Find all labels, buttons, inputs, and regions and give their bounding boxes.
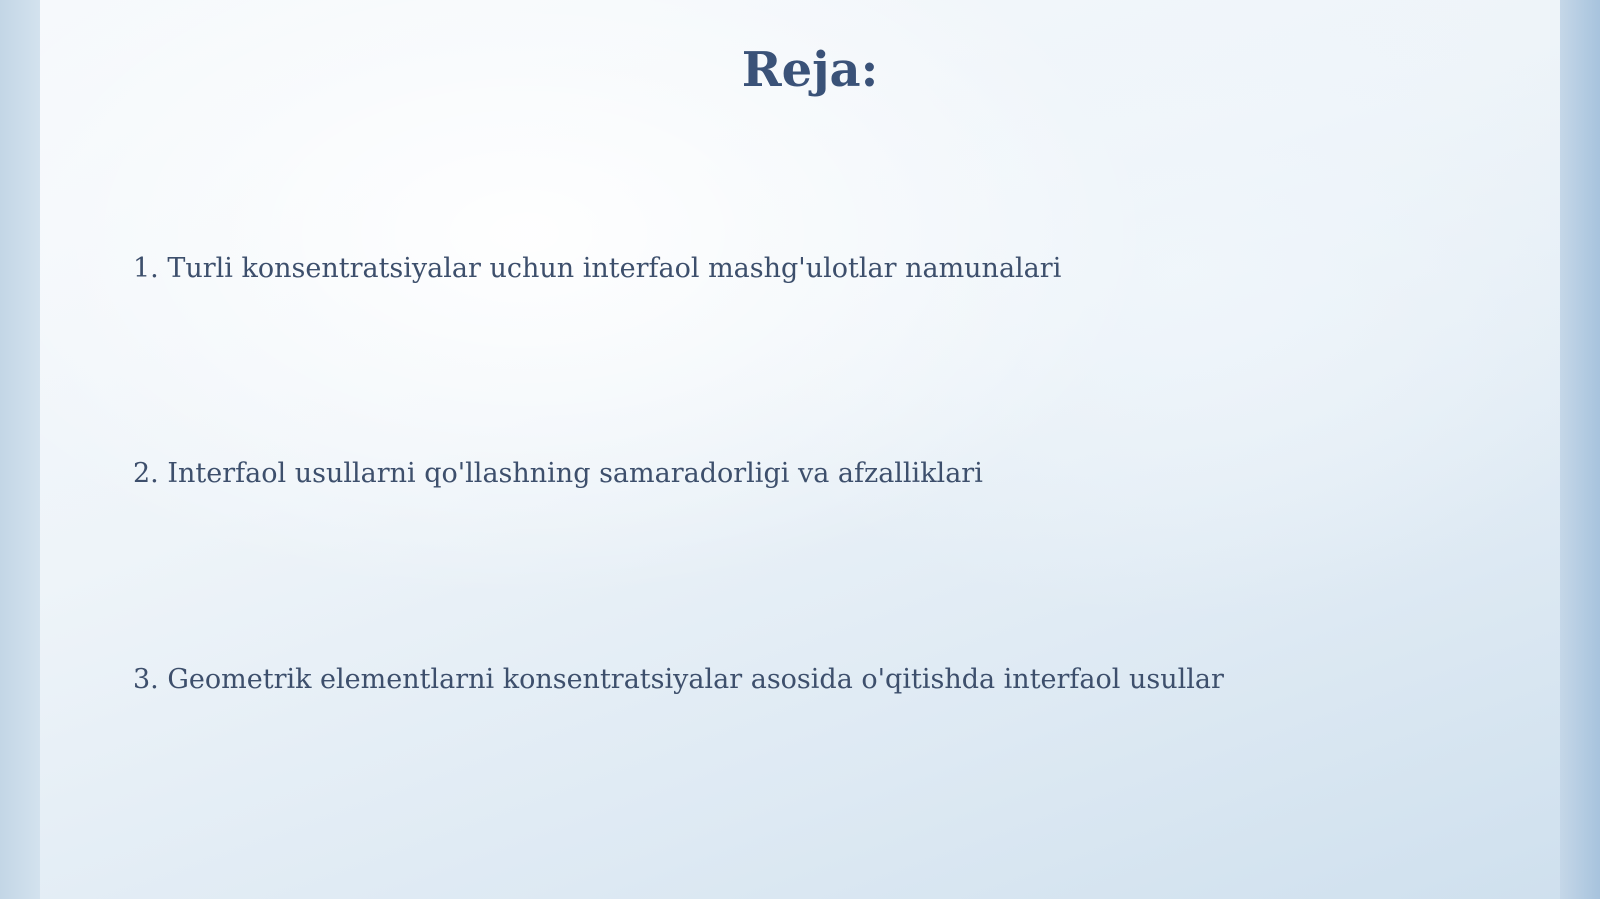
- plan-item-3: 3. Geometrik elementlarni konsentratsiyalar asosida o'qitishda interfaol usullar: [133, 664, 1224, 695]
- slide-title: Reja:: [741, 42, 879, 98]
- slide: [40, 0, 1560, 899]
- plan-item-2: 2. Interfaol usullarni qo'llashning samaradorligi va afzalliklari: [133, 458, 983, 489]
- right-frame-edge: [1560, 0, 1600, 899]
- plan-item-1: 1. Turli konsentratsiyalar uchun interfaol mashg'ulotlar namunalari: [133, 253, 1062, 284]
- left-frame-edge: [0, 0, 40, 899]
